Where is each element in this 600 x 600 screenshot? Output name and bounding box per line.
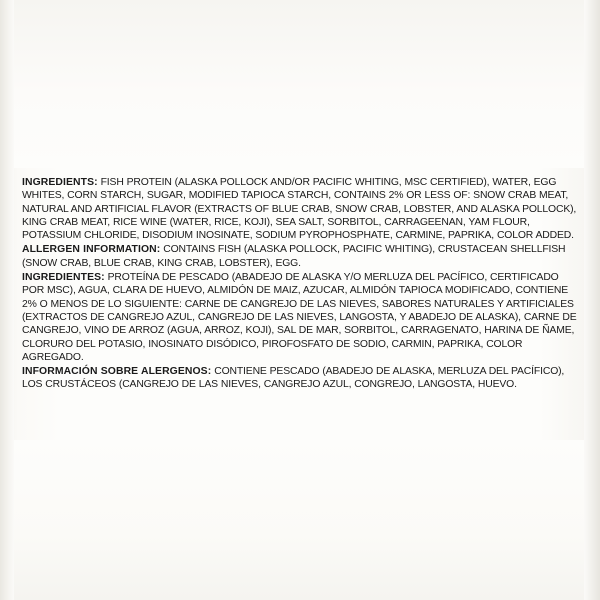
label-left-edge-shadow — [0, 0, 14, 600]
allergen-spanish-body: CONTIENE PESCADO (ABADEJO DE ALASKA, MERLUZA DEL PACÍFICO), LOS CRUSTÁCEOS (CANGREJO DE LAS NIEVES, CANGREJO AZUL, CONGREJO, LANGOSTA, HUEVO. — [22, 366, 565, 391]
ingredients-text-block — [22, 176, 578, 392]
label-bottom-shading — [0, 440, 600, 600]
ingredients-english-paragraph — [22, 176, 578, 242]
ingredients-english-body: FISH PROTEIN (ALASKA POLLOCK AND/OR PACIFIC WHITING, MSC CERTIFIED), WATER, EGG WHITES, CORN STARCH, SUGAR, MODIFIED TAPIOCA STARCH, CONTAINS 2% OR LESS OF: SNOW CRAB MEAT, NATURAL AND ARTIFICIAL FLAVOR (EXTRACTS OF BLUE CRAB, SNOW CRAB, LOBSTER, AND ALASKA POLLOCK), KING CRAB MEAT, RICE WINE (WATER, RICE, KOJI), SEA SALT, SORBITOL, CARRAGEENAN, YAM FLOUR, POTASSIUM CHLORIDE, DISODIUM INOSINATE, SODIUM PYROPHOSPHATE, CARMINE, PAPRIKA, COLOR ADDED. — [22, 177, 577, 242]
allergen-english-body: CONTAINS FISH (ALASKA POLLOCK, PACIFIC WHITING), CRUSTACEAN SHELLFISH (SNOW CRAB, BLUE CRAB, KING CRAB, LOBSTER), EGG. — [22, 244, 566, 269]
label-right-edge-shadow — [584, 0, 600, 600]
allergen-english-paragraph — [22, 243, 578, 270]
ingredients-spanish-heading: INGREDIENTES: — [22, 272, 105, 284]
allergen-english-heading: ALLERGEN INFORMATION: — [22, 244, 161, 256]
allergen-spanish-heading: INFORMACIÓN SOBRE ALERGENOS: — [22, 366, 212, 378]
ingredients-spanish-body: PROTEÍNA DE PESCADO (ABADEJO DE ALASKA Y/O MERLUZA DEL PACÍFICO, CERTIFICADO POR MSC), AGUA, CLARA DE HUEVO, ALMIDÓN DE MAIZ, AZUCAR, ALMIDÓN TAPIOCA MODIFICADO, CONTIENE 2% O MENOS DE LO SIGUIENTE: CARNE DE CANGREJO DE LAS NIEVES, SABORES NATURALES Y ARTIFICIALES (EXTRACTOS DE CANGREJO AZUL, CANGREJO DE LAS NIEVES, LANGOSTA, Y ABADEJO DE ALASKA), CARNE DE CANGREJO, VINO DE ARROZ (AGUA, ARROZ, KOJI), SAL DE MAR, SORBITOL, CARRAGENATO, HARINA DE ÑAME, CLORURO DEL POTASIO, INOSINATO DISÓDICO, PIROFOSFATO DE SODIO, CARMIN, PAPRIKA, COLOR AGREGADO. — [22, 272, 577, 363]
ingredients-spanish-paragraph — [22, 271, 578, 364]
label-top-shading — [0, 0, 600, 168]
allergen-spanish-paragraph — [22, 365, 578, 392]
ingredients-english-heading: INGREDIENTS: — [22, 177, 98, 188]
